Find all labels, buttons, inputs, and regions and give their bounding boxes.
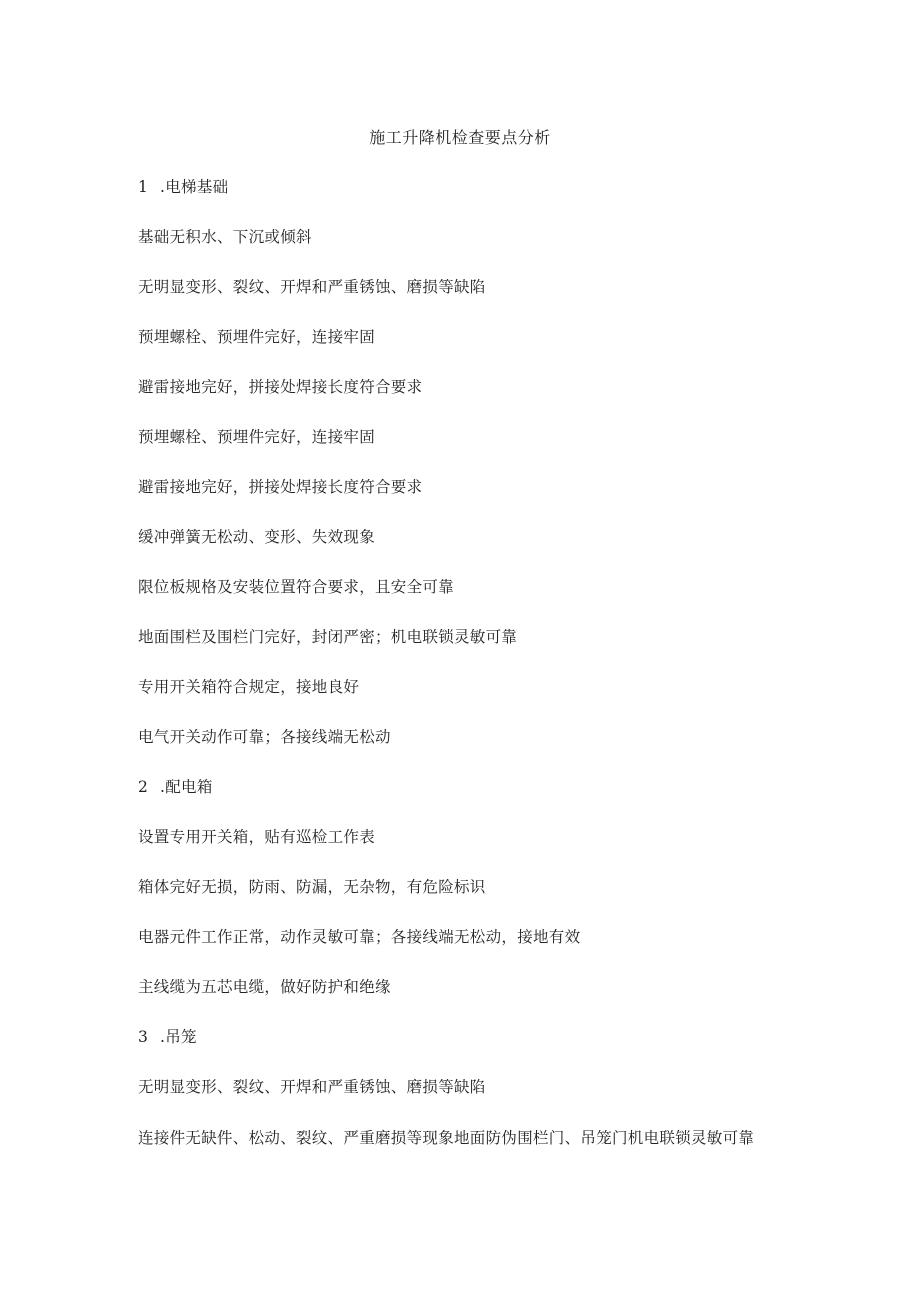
list-item: 无明显变形、裂纹、开焊和严重锈蚀、磨损等缺陷 <box>138 1078 486 1096</box>
list-item: 基础无积水、下沉或倾斜 <box>138 228 312 246</box>
list-item: 连接件无缺件、松动、裂纹、严重磨损等现象地面防伪围栏门、吊笼门机电联锁灵敏可靠 <box>138 1129 755 1147</box>
list-item: 电气开关动作可靠；各接线端无松动 <box>138 728 391 746</box>
list-item: 预埋螺栓、预埋件完好，连接牢固 <box>138 328 376 346</box>
list-item: 缓冲弹簧无松动、变形、失效现象 <box>138 528 376 546</box>
section-heading <box>138 1027 778 1047</box>
section-number: 3 <box>138 1028 149 1046</box>
list-item: 避雷接地完好，拼接处焊接长度符合要求 <box>138 378 423 396</box>
section-title: .吊笼 <box>160 1028 197 1046</box>
list-item: 无明显变形、裂纹、开焊和严重锈蚀、磨损等缺陷 <box>138 278 486 296</box>
document-body <box>138 177 778 1180</box>
list-item: 限位板规格及安装位置符合要求，且安全可靠 <box>138 578 455 596</box>
list-item: 设置专用开关箱，贴有巡检工作表 <box>138 828 376 846</box>
section-title: .配电箱 <box>160 778 213 796</box>
list-item: 箱体完好无损，防雨、防漏，无杂物，有危险标识 <box>138 878 486 896</box>
list-item: 专用开关箱符合规定，接地良好 <box>138 678 360 696</box>
list-item: 预埋螺栓、预埋件完好，连接牢固 <box>138 428 376 446</box>
section-heading <box>138 177 778 197</box>
list-item: 电器元件工作正常，动作灵敏可靠；各接线端无松动，接地有效 <box>138 928 581 946</box>
section-number: 2 <box>138 778 149 796</box>
list-item: 主线缆为五芯电缆，做好防护和绝缘 <box>138 978 391 996</box>
section-heading <box>138 777 778 797</box>
section-number: 1 <box>138 178 149 196</box>
document-title: 施工升降机检查要点分析 <box>369 128 551 147</box>
list-item: 地面围栏及围栏门完好，封闭严密；机电联锁灵敏可靠 <box>138 628 518 646</box>
section-title: .电梯基础 <box>160 178 229 196</box>
list-item: 避雷接地完好，拼接处焊接长度符合要求 <box>138 478 423 496</box>
